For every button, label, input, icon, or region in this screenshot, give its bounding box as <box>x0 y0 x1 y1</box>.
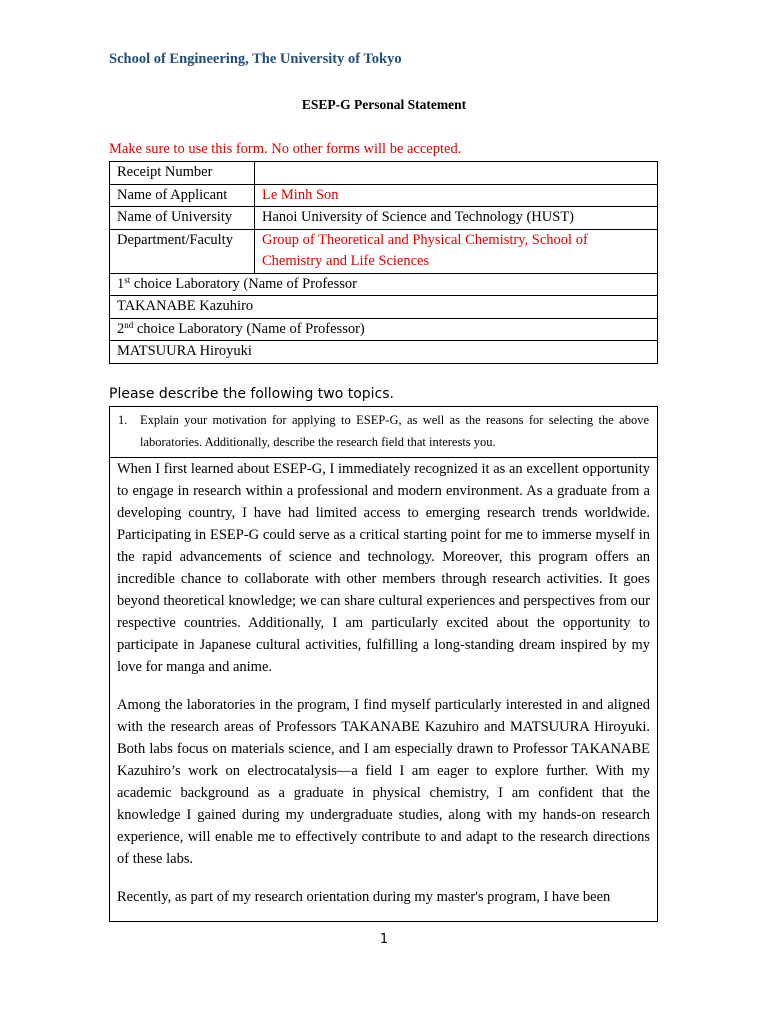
receipt-number-value <box>255 162 658 185</box>
department-value: Group of Theoretical and Physical Chemistry, School of Chemistry and Life Sciences <box>255 229 658 273</box>
university-name-label: Name of University <box>110 207 255 230</box>
second-choice-ordinal: 2 <box>117 320 125 337</box>
applicant-name-label: Name of Applicant <box>110 184 255 207</box>
topic-1-number: 1. <box>118 413 128 427</box>
topic-1-answer <box>110 458 657 908</box>
table-row <box>110 273 658 296</box>
first-choice-label-text: choice Laboratory (Name of Professor <box>130 275 357 292</box>
second-choice-label-text: choice Laboratory (Name of Professor) <box>133 320 365 337</box>
answer-paragraph: When I first learned about ESEP-G, I immediately recognized it as an excellent opportunity to engage in research within a professional and modern environment. As a graduate from a developing country, I have had limited access to emerging research trends worldwide. Participating in ESEP-G could serve as a critical starting point for me to immerse myself in the rapid advancements of science and technology. Moreover, this program offers an incredible chance to collaborate with other members through research activities. It goes beyond theoretical knowledge; we can share cultural experiences and perspectives from our respective countries. Additionally, I am particularly excited about the opportunity to participate in Japanese cultural activities, fulfilling a long-standing dream inspired by my love for manga and anime. <box>117 461 650 675</box>
answer-paragraph: Among the laboratories in the program, I find myself particularly interested in and aligned with the research areas of Professors TAKANABE Kazuhiro and MATSUURA Hiroyuki. Both labs focus on materials science, and I am especially drawn to Professor TAKANABE Kazuhiro’s work on electrocatalysis—a field I am eager to explore further. With my academic background as a graduate in physical chemistry, I am confident that the knowledge I gained during my undergraduate studies, along with my hands-on research experience, will enable me to effectively contribute to and adapt to the research directions of these labs. <box>117 697 650 867</box>
topic-1-prompt-text: Explain your motivation for applying to ESEP-G, as well as the reasons for selecting the above laboratories. Additionally, describe the research field that interests you. <box>140 413 649 449</box>
table-row <box>110 162 658 185</box>
table-row <box>110 207 658 230</box>
form-notice: Make sure to use this form. No other forms will be accepted. <box>109 141 462 157</box>
second-choice-value: MATSUURA Hiroyuki <box>110 341 658 364</box>
first-choice-suffix: st <box>124 274 131 285</box>
receipt-number-label: Receipt Number <box>110 162 255 185</box>
school-heading: School of Engineering, The University of Tokyo <box>109 51 402 67</box>
applicant-info-table <box>109 161 658 364</box>
first-choice-ordinal: 1 <box>117 275 125 292</box>
document-title: ESEP-G Personal Statement <box>301 97 467 112</box>
table-row <box>110 296 658 319</box>
second-choice-label <box>110 318 658 341</box>
topic-1-box <box>109 406 658 922</box>
table-row <box>110 229 658 273</box>
topics-instruction: Please describe the following two topics. <box>109 386 395 402</box>
department-label: Department/Faculty <box>110 229 255 273</box>
answer-paragraph: Recently, as part of my research orientation during my master's program, I have been <box>117 889 611 905</box>
page-number: 1 <box>379 932 389 947</box>
topic-1-prompt <box>110 407 657 458</box>
first-choice-label <box>110 273 658 296</box>
university-name-value: Hanoi University of Science and Technology (HUST) <box>255 207 658 230</box>
second-choice-suffix: nd <box>124 319 134 330</box>
table-row <box>110 184 658 207</box>
first-choice-value: TAKANABE Kazuhiro <box>110 296 658 319</box>
table-row <box>110 341 658 364</box>
table-row <box>110 318 658 341</box>
applicant-name-value: Le Minh Son <box>255 184 658 207</box>
